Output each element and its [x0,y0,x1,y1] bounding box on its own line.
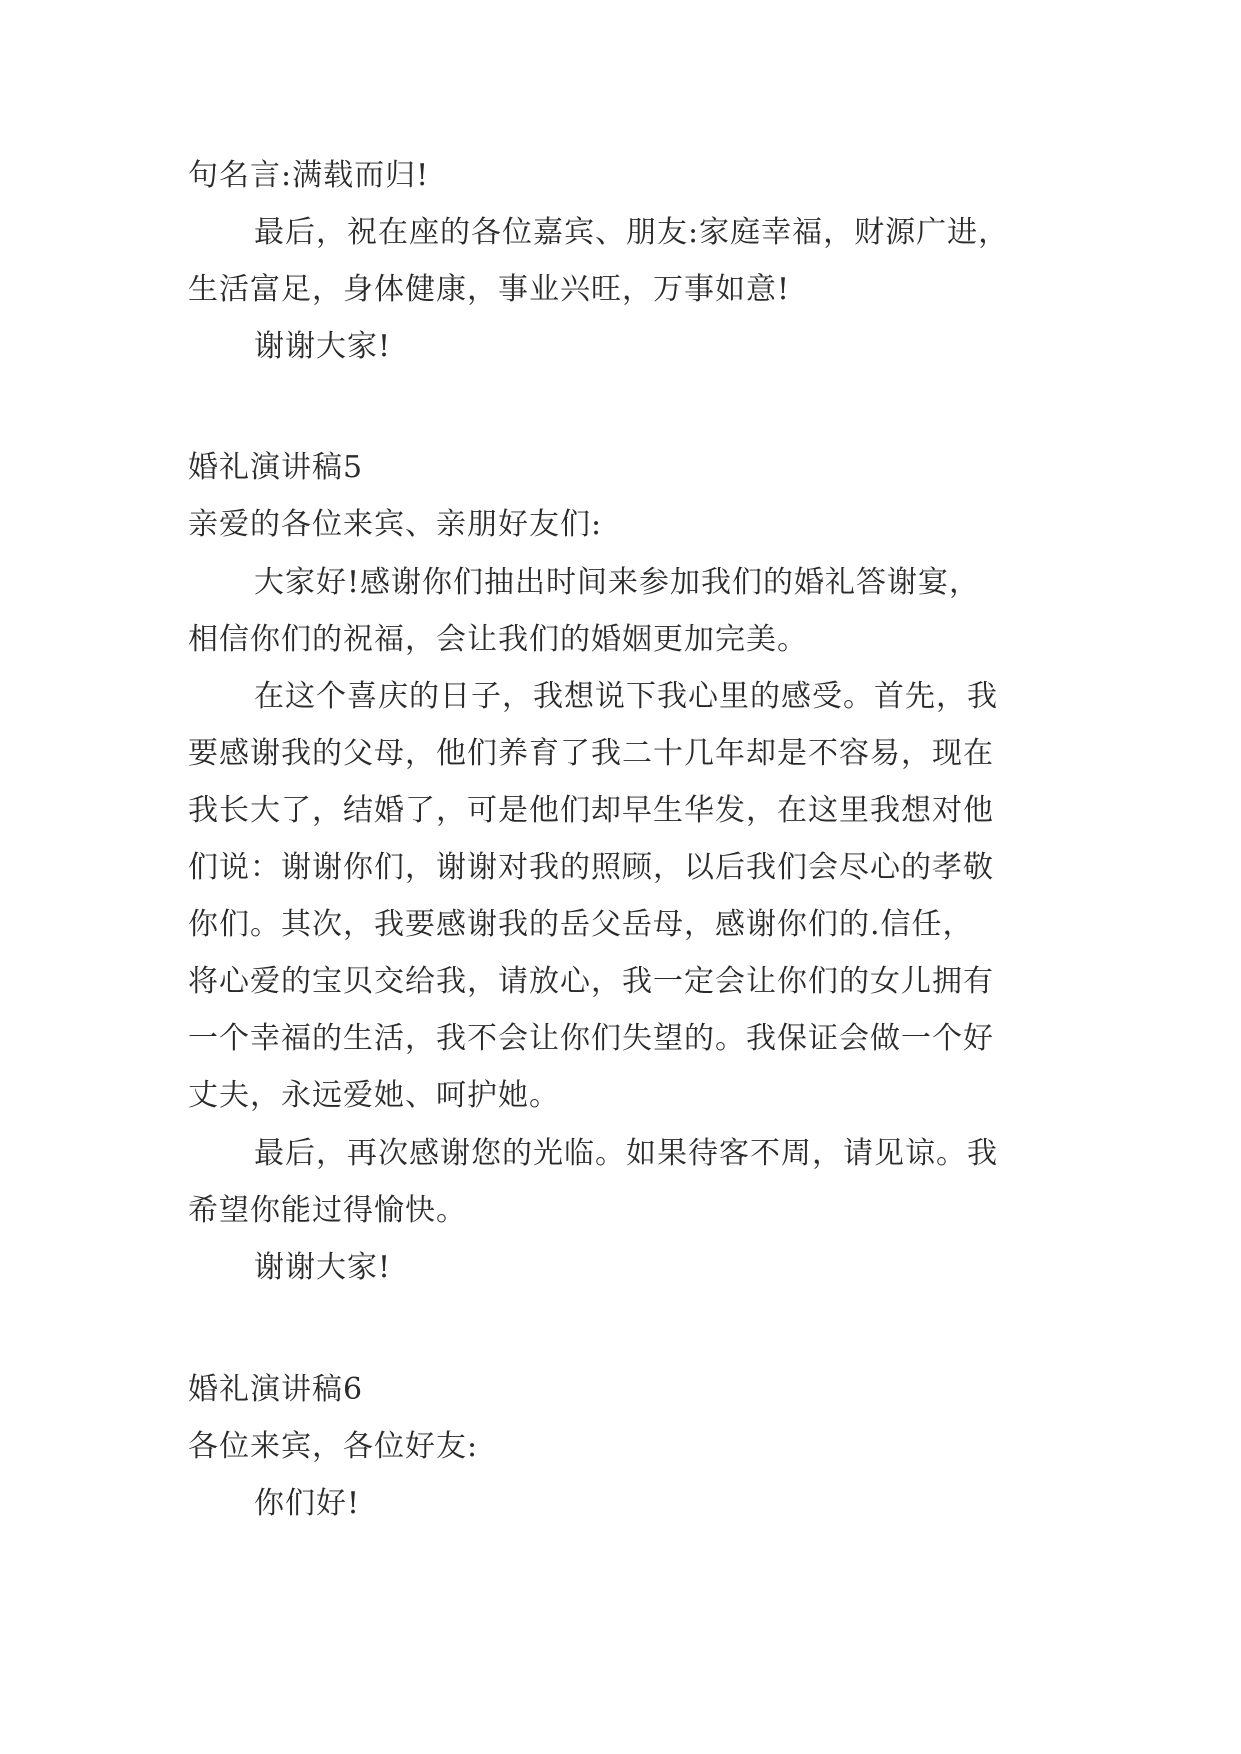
salutation: 各位来宾，各位好友: [188,1429,479,1464]
paragraph-line: 生活富足，身体健康，事业兴旺，万事如意! [188,272,791,307]
paragraph-line: 们说：谢谢你们，谢谢对我的照顾，以后我们会尽心的孝敬 [188,850,994,885]
paragraph-line: 大家好!感谢你们抽出时间来参加我们的婚礼答谢宴， [254,565,981,600]
paragraph-line: 我长大了，结婚了，可是他们却早生华发，在这里我想对他 [188,793,994,828]
section-heading: 婚礼演讲稿6 [188,1372,364,1407]
paragraph-line: 丈夫，永远爱她、呵护她。 [188,1078,560,1113]
paragraph-line: 你们。其次，我要感谢我的岳父岳母，感谢你们的.信任， [188,907,974,942]
paragraph-line: 相信你们的祝福，会让我们的婚姻更加完美。 [188,622,808,657]
paragraph-line: 谢谢大家! [254,329,392,364]
paragraph-line: 你们好! [254,1486,361,1521]
paragraph-line: 要感谢我的父母，他们养育了我二十几年却是不容易，现在 [188,736,994,771]
paragraph-line: 句名言:满载而归! [188,158,430,193]
paragraph-line: 最后，祝在座的各位嘉宾、朋友:家庭幸福，财源广进， [254,215,1010,250]
paragraph-line: 在这个喜庆的日子，我想说下我心里的感受。首先，我 [254,679,998,714]
section-heading: 婚礼演讲稿5 [188,450,364,485]
paragraph-line: 将心爱的宝贝交给我，请放心，我一定会让你们的女儿拥有 [188,964,994,999]
salutation: 亲爱的各位来宾、亲朋好友们: [188,507,603,542]
paragraph-line: 希望你能过得愉快。 [188,1193,467,1228]
paragraph-line: 谢谢大家! [254,1250,392,1285]
paragraph-line: 一个幸福的生活，我不会让你们失望的。我保证会做一个好 [188,1021,994,1056]
paragraph-line: 最后，再次感谢您的光临。如果待客不周，请见谅。我 [254,1136,998,1171]
